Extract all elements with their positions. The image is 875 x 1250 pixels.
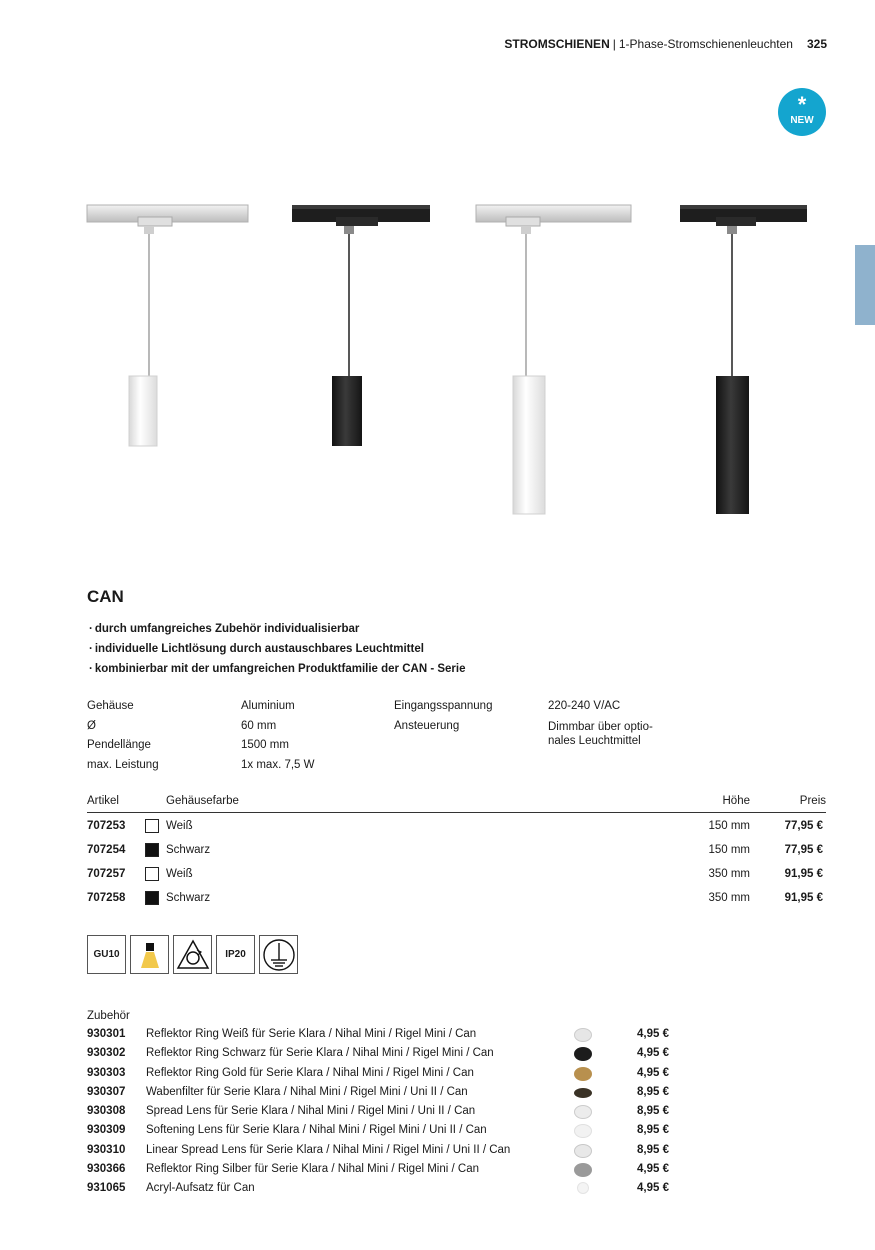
- accessory-number: 930307: [87, 1085, 126, 1098]
- accessory-image: [574, 1105, 592, 1119]
- page-number: 325: [806, 37, 827, 51]
- article-price: 77,95 €: [784, 820, 823, 832]
- list-item: [87, 1083, 677, 1102]
- list-item: [87, 1025, 677, 1044]
- spec-label: Eingangsspannung: [394, 700, 493, 712]
- table-row: [87, 838, 826, 862]
- table-row: [87, 886, 826, 910]
- spec-value: Aluminium: [241, 700, 295, 712]
- spec-values-left: [241, 697, 315, 775]
- page-header: [504, 37, 827, 51]
- article-color: Schwarz: [166, 844, 211, 856]
- article-price: 91,95 €: [784, 868, 823, 880]
- col-header-color: Gehäusefarbe: [166, 795, 239, 807]
- new-badge: [778, 88, 826, 136]
- color-swatch-black: [145, 843, 159, 857]
- col-header-price: Preis: [799, 795, 826, 807]
- article-height: 150 mm: [708, 844, 750, 856]
- accessory-description: Reflektor Ring Weiß für Serie Klara / Nihal Mini / Rigel Mini / Can: [146, 1028, 477, 1040]
- article-number: 707257: [87, 868, 126, 880]
- accessory-image: [574, 1067, 592, 1081]
- spec-value-line: Dimmbar über optio-: [548, 720, 653, 733]
- lamp-black-350: [680, 205, 807, 514]
- accessory-description: Spread Lens für Serie Klara / Nihal Mini / Rigel Mini / Uni II / Can: [146, 1105, 476, 1118]
- article-number: 707254: [87, 844, 126, 856]
- accessory-number: 930308: [87, 1105, 126, 1118]
- product-images: [86, 200, 816, 520]
- feature-item: · individuelle Lichtlösung durch austauschbares Leuchtmittel: [89, 639, 465, 659]
- list-item: [87, 1044, 677, 1063]
- accessory-number: 930302: [87, 1047, 126, 1060]
- accessory-image: [577, 1182, 589, 1194]
- accessory-number: 930309: [87, 1124, 126, 1137]
- accessory-image: [574, 1144, 592, 1158]
- article-number: 707258: [87, 892, 126, 904]
- article-color: Schwarz: [166, 892, 211, 904]
- spec-label: Gehäuse: [87, 700, 134, 712]
- accessory-number: 930303: [87, 1066, 126, 1079]
- article-number: 707253: [87, 820, 126, 832]
- table-row: [87, 862, 826, 886]
- accessory-price: 4,95 €: [637, 1028, 669, 1040]
- ip20-icon: IP20: [216, 935, 255, 974]
- spec-labels-left: [87, 697, 159, 775]
- accessory-image: [574, 1124, 592, 1138]
- header-subcategory: 1-Phase-Stromschienenleuchten: [618, 37, 793, 51]
- lamp-white-350: [476, 205, 631, 514]
- header-category: STROMSCHIENEN: [504, 37, 610, 51]
- spec-label: Ansteuerung: [394, 719, 460, 732]
- accessory-price: 4,95 €: [637, 1163, 669, 1176]
- spec-value: 60 mm: [241, 719, 277, 732]
- accessory-number: 930310: [87, 1143, 126, 1156]
- spec-labels-right: [394, 697, 492, 736]
- accessory-description: Softening Lens für Serie Klara / Nihal Mini / Rigel Mini / Uni II / Can: [146, 1124, 487, 1137]
- accessory-image: [574, 1088, 592, 1098]
- article-price: 91,95 €: [784, 892, 823, 904]
- color-swatch-black: [145, 891, 159, 905]
- spec-value: 220-240 V/AC: [548, 700, 621, 712]
- protection-class-icon: [259, 935, 298, 974]
- article-height: 150 mm: [708, 820, 750, 832]
- spec-value: [548, 717, 653, 748]
- lamp-white-150: [87, 205, 248, 446]
- accessory-price: 8,95 €: [637, 1124, 669, 1137]
- list-item: [87, 1141, 677, 1160]
- spec-value: 1500 mm: [241, 739, 289, 751]
- accessories-title: Zubehör: [87, 1010, 130, 1022]
- col-header-article: Artikel: [87, 795, 119, 807]
- accessory-price: 4,95 €: [637, 1182, 669, 1195]
- feature-list: [89, 619, 465, 679]
- feature-item: · kombinierbar mit der umfangreichen Produktfamilie der CAN - Serie: [89, 659, 465, 679]
- accessory-price: 8,95 €: [637, 1085, 669, 1098]
- spec-value: 1x max. 7,5 W: [241, 758, 315, 771]
- lamp-black-150: [292, 205, 430, 446]
- color-swatch-white: [145, 867, 159, 881]
- section-tab: [855, 245, 875, 325]
- col-header-height: Höhe: [722, 795, 750, 807]
- accessories-list: [87, 1025, 677, 1199]
- header-separator: |: [612, 37, 616, 51]
- accessory-number: 930301: [87, 1028, 126, 1040]
- article-height: 350 mm: [708, 868, 750, 880]
- product-title: CAN: [87, 587, 124, 606]
- list-item: [87, 1121, 677, 1140]
- light-beam-icon: [130, 935, 169, 974]
- spec-values-right: [548, 697, 653, 748]
- accessory-number: 931065: [87, 1182, 126, 1195]
- color-swatch-white: [145, 819, 159, 833]
- accessory-description: Linear Spread Lens für Serie Klara / Nihal Mini / Rigel Mini / Uni II / Can: [146, 1143, 511, 1156]
- accessory-description: Reflektor Ring Schwarz für Serie Klara / Nihal Mini / Rigel Mini / Can: [146, 1047, 494, 1060]
- star-icon: *: [797, 92, 807, 117]
- accessory-image: [574, 1163, 592, 1177]
- article-table: [87, 792, 826, 910]
- spec-label: max. Leistung: [87, 758, 159, 771]
- new-badge-label: NEW: [790, 115, 814, 126]
- accessory-description: Acryl-Aufsatz für Can: [146, 1182, 255, 1195]
- accessory-description: Wabenfilter für Serie Klara / Nihal Mini / Rigel Mini / Uni II / Can: [146, 1085, 468, 1098]
- accessory-price: 8,95 €: [637, 1105, 669, 1118]
- article-color: Weiß: [166, 868, 193, 880]
- spec-label: Pendellänge: [87, 739, 151, 751]
- feature-icons: [87, 935, 298, 974]
- list-item: [87, 1160, 677, 1179]
- spec-value-line: nales Leuchtmittel: [548, 734, 641, 747]
- article-price: 77,95 €: [784, 844, 823, 856]
- list-item: [87, 1064, 677, 1083]
- spec-label: Ø: [87, 719, 96, 732]
- table-row: [87, 814, 826, 838]
- rotation-icon: [173, 935, 212, 974]
- article-color: Weiß: [166, 820, 193, 832]
- article-height: 350 mm: [708, 892, 750, 904]
- accessory-image: [574, 1028, 592, 1042]
- accessory-price: 4,95 €: [637, 1047, 669, 1060]
- feature-item: · durch umfangreiches Zubehör individualisierbar: [89, 619, 465, 639]
- accessory-description: Reflektor Ring Gold für Serie Klara / Nihal Mini / Rigel Mini / Can: [146, 1066, 474, 1079]
- gu10-icon: GU10: [87, 935, 126, 974]
- accessory-description: Reflektor Ring Silber für Serie Klara / Nihal Mini / Rigel Mini / Can: [146, 1163, 479, 1176]
- accessory-image: [574, 1047, 592, 1061]
- list-item: [87, 1102, 677, 1121]
- article-table-header: [87, 792, 826, 813]
- accessory-price: 4,95 €: [637, 1066, 669, 1079]
- accessory-number: 930366: [87, 1163, 126, 1176]
- list-item: [87, 1179, 677, 1198]
- accessory-price: 8,95 €: [637, 1143, 669, 1156]
